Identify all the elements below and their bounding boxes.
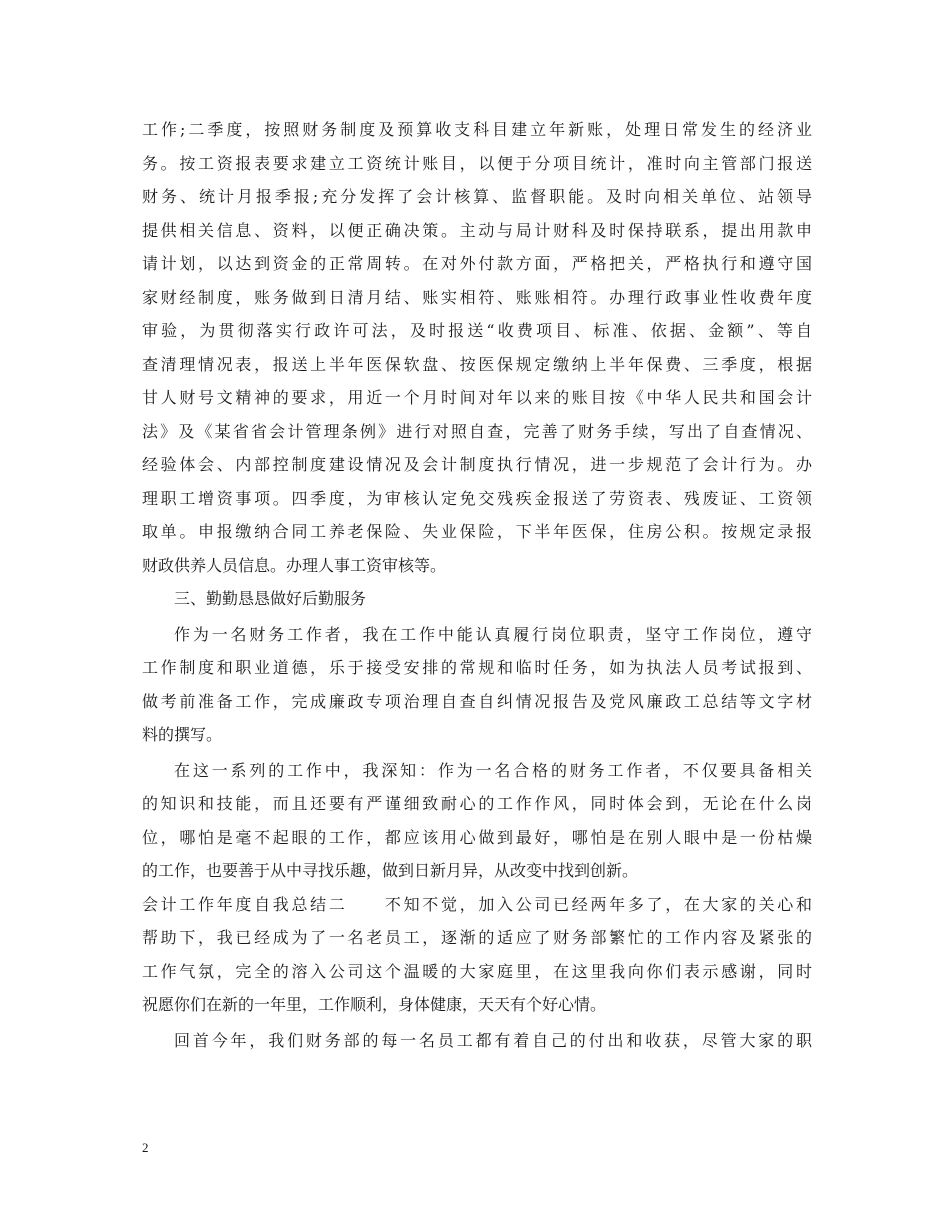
paragraph-5-line-1: 会计工作年度自我总结二 不知不觉，加入公司已经两年多了，在大家的关心和 <box>142 894 812 914</box>
paragraph-1-line-11: 经验体会、内部控制度建设情况及会计制度执行情况，进一步规范了会计行为。办 <box>142 455 812 474</box>
paragraph-4-line-1: 在这一系列的工作中，我深知：作为一名合格的财务工作者，不仅要具备相关 <box>174 760 812 780</box>
paragraph-3-line-3: 做考前准备工作，完成廉政专项治理自查自纠情况报告及党风廉政工总结等文字材 <box>142 691 812 711</box>
paragraph-1-line-7: 审验，为贯彻落实行政许可法，及时报送“收费项目、标准、依据、金额”、等自 <box>142 321 812 340</box>
paragraph-5-line-2: 帮助下，我已经成为了一名老员工，逐渐的适应了财务部繁忙的工作内容及紧张的 <box>142 928 812 947</box>
paragraph-1-line-13: 取单。申报缴纳合同工养老保险、失业保险，下半年医保，住房公积。按规定录报 <box>142 522 812 541</box>
paragraph-1-line-3: 财务、统计月报季报;充分发挥了会计核算、监督职能。及时向相关单位、站领导 <box>142 187 812 206</box>
page-number: 2 <box>142 1140 149 1155</box>
paragraph-1-line-10: 法》及《某省省会计管理条例》进行对照自查，完善了财务手续，写出了自查情况、 <box>142 421 812 441</box>
document-body <box>142 113 812 1057</box>
paragraph-1-line-8: 查清理情况表，报送上半年医保软盘、按医保规定缴纳上半年保费、三季度，根据 <box>142 354 812 374</box>
paragraph-6-line-1: 回首今年，我们财务部的每一名员工都有着自己的付出和收获，尽管大家的职 <box>174 1030 812 1050</box>
paragraph-1-line-2: 务。按工资报表要求建立工资统计账目，以便于分项目统计，准时向主管部门报送 <box>142 153 812 173</box>
paragraph-1-line-1: 工作;二季度，按照财务制度及预算收支科目建立年新账，处理日常发生的经济业 <box>142 120 812 139</box>
paragraph-3-line-1: 作为一名财务工作者，我在工作中能认真履行岗位职责，坚守工作岗位，遵守 <box>174 624 812 644</box>
paragraph-1-line-14: 财政供养人员信息。办理人事工资审核等。 <box>142 555 447 575</box>
paragraph-1-line-9: 甘人财号文精神的要求，用近一个月时间对年以来的账目按《中华人民共和国会计 <box>142 388 812 407</box>
paragraph-5-line-3: 工作气氛，完全的溶入公司这个温暖的大家庭里，在这里我向你们表示感谢，同时 <box>142 961 812 981</box>
paragraph-5-line-4: 祝愿你们在新的一年里，工作顺利，身体健康，天天有个好心情。 <box>142 995 607 1014</box>
paragraph-1-line-5: 请计划，以达到资金的正常周转。在对外付款方面，严格把关，严格执行和遵守国 <box>142 254 812 273</box>
paragraph-4-line-2: 的知识和技能，而且还要有严谨细致耐心的工作作风，同时体会到，无论在什么岗 <box>142 794 812 813</box>
paragraph-3-line-4: 料的撰写。 <box>142 725 223 744</box>
paragraph-4-line-4: 的工作，也要善于从中寻找乐趣，做到日新月异，从改变中找到创新。 <box>142 861 639 880</box>
paragraph-1-line-6: 家财经制度，账务做到日清月结、账实相符、账账相符。办理行政事业性收费年度 <box>142 287 812 307</box>
paragraph-2-line-1: 三、勤勤恳恳做好后勤服务 <box>174 589 367 608</box>
paragraph-1-line-12: 理职工增资事项。四季度，为审核认定免交残疾金报送了劳资表、残废证、工资领 <box>142 488 812 508</box>
paragraph-3-line-2: 工作制度和职业道德，乐于接受安排的常规和临时任务，如为执法人员考试报到、 <box>142 658 812 677</box>
paragraph-4-line-3: 位，哪怕是毫不起眼的工作，都应该用心做到最好，哪怕是在别人眼中是一份枯燥 <box>142 827 812 847</box>
paragraph-1-line-4: 提供相关信息、资料，以便正确决策。主动与局计财科及时保持联系，提出用款申 <box>142 220 812 240</box>
